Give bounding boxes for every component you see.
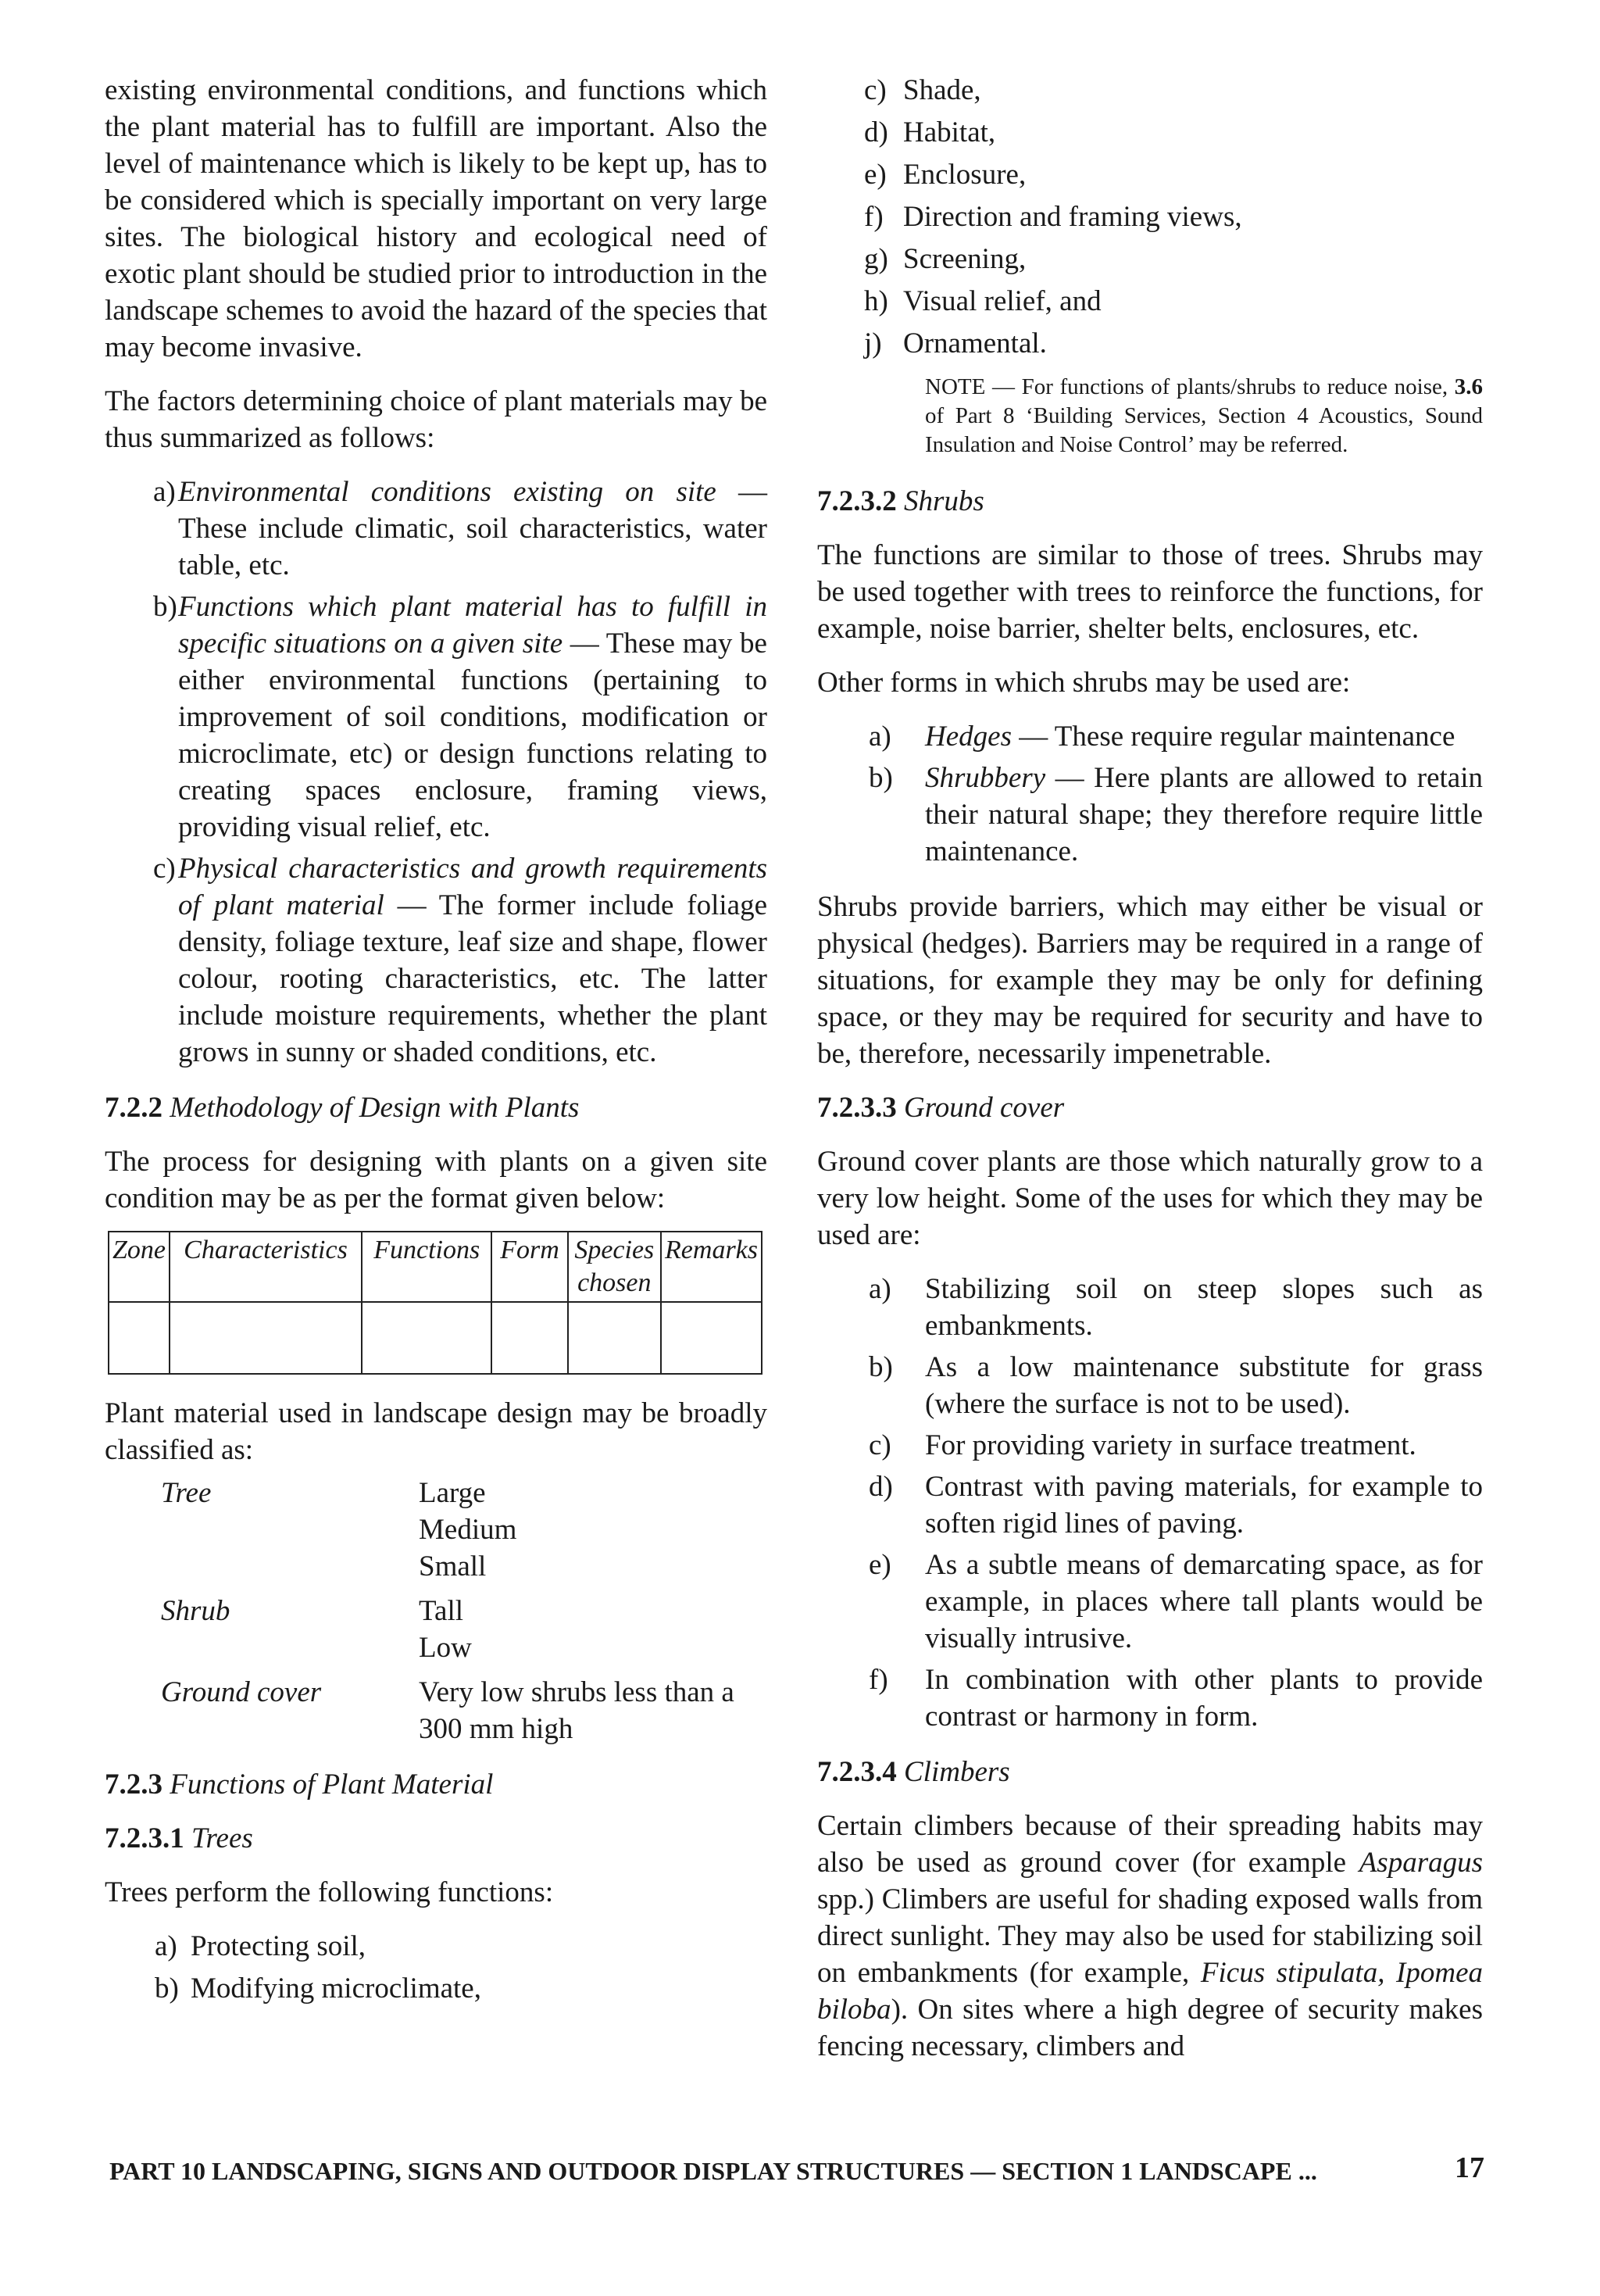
classification-value: Low bbox=[419, 1632, 472, 1664]
ground-cover-paragraph: Ground cover plants are those which naturally grow to a very low height. Some of the uses for which they may be used are: bbox=[817, 1146, 1483, 1251]
section-heading-7-2-3-3 bbox=[817, 1089, 1483, 1126]
list-text: Protecting soil, bbox=[191, 1930, 366, 1962]
list-item bbox=[817, 198, 1483, 235]
list-marker: b) bbox=[155, 1972, 179, 2005]
table-header: Species chosen bbox=[568, 1232, 661, 1302]
shrubs-paragraph: The functions are similar to those of trees. Shrubs may be used together with trees to reinforce the functions, for example, noise barrier, shelter belts, enclosures, etc. bbox=[817, 539, 1483, 645]
factor-text: — The former include foliage density, foliage texture, leaf size and shape, flower colour, rooting characteristics, etc. The latter include moisture requirements, whether the plant grows in sunny or shaded conditions, etc. bbox=[178, 889, 767, 1068]
list-marker: a) bbox=[153, 476, 176, 508]
section-heading-7-2-3-1 bbox=[105, 1820, 767, 1857]
classification-value: Large bbox=[419, 1477, 486, 1509]
list-marker: e) bbox=[864, 159, 887, 191]
section-heading-7-2-3-4 bbox=[817, 1754, 1483, 1790]
list-item bbox=[817, 325, 1483, 362]
list-marker: a) bbox=[869, 721, 891, 753]
classification-value: Very low shrubs less than a 300 mm high bbox=[419, 1676, 734, 1745]
process-paragraph: The process for designing with plants on a given site condition may be as per the format given below: bbox=[105, 1146, 767, 1214]
list-marker: e) bbox=[869, 1549, 891, 1581]
list-marker: a) bbox=[869, 1273, 891, 1305]
list-item bbox=[817, 156, 1483, 193]
list-marker: b) bbox=[869, 1351, 893, 1383]
classification-row bbox=[161, 1593, 767, 1666]
noise-note bbox=[925, 373, 1483, 460]
page-number: 17 bbox=[1455, 2151, 1484, 2184]
list-marker: d) bbox=[869, 1471, 893, 1503]
section-heading-7-2-3 bbox=[105, 1766, 767, 1803]
table-cell bbox=[362, 1302, 491, 1374]
list-item bbox=[105, 588, 767, 846]
list-item bbox=[105, 474, 767, 584]
page-footer bbox=[109, 2151, 1484, 2196]
list-item bbox=[817, 1271, 1483, 1344]
intro-paragraph: existing environmental conditions, and functions which the plant material has to fulfill are important. Also the level of maintenance which is likely to be kept up, has to be considered which is specially important on very large sites. The biological history and ecological need of exotic plant should be studied prior to introduction in the landscape schemes to avoid the hazard of the species that may become invasive. bbox=[105, 74, 767, 363]
list-item bbox=[817, 241, 1483, 277]
section-title: Shrubs bbox=[904, 485, 984, 517]
list-text: In combination with other plants to provide contrast or harmony in form. bbox=[925, 1664, 1483, 1733]
list-text: For providing variety in surface treatment. bbox=[925, 1429, 1416, 1461]
section-number: 7.2.3.4 bbox=[817, 1756, 897, 1788]
factor-title: Environmental conditions existing on site bbox=[178, 476, 716, 508]
plant-classification bbox=[161, 1475, 767, 1747]
list-text: Screening, bbox=[903, 243, 1027, 275]
footer-title: PART 10 LANDSCAPING, SIGNS AND OUTDOOR DISPLAY STRUCTURES — SECTION 1 LANDSCAPE ... bbox=[109, 2157, 1317, 2185]
list-item bbox=[105, 850, 767, 1071]
table-cell bbox=[109, 1302, 170, 1374]
tree-functions-list-continued bbox=[817, 72, 1483, 362]
shrub-forms-intro: Other forms in which shrubs may be used are: bbox=[817, 667, 1351, 699]
table-header: Characteristics bbox=[170, 1232, 362, 1302]
list-marker: j) bbox=[864, 327, 882, 359]
factors-intro: The factors determining choice of plant materials may be thus summarized as follows: bbox=[105, 385, 767, 454]
list-text: Stabilizing soil on steep slopes such as embankments. bbox=[925, 1273, 1483, 1342]
shrub-forms-list bbox=[817, 718, 1483, 870]
list-item bbox=[817, 72, 1483, 109]
form-title: Hedges bbox=[925, 721, 1012, 753]
right-column bbox=[817, 72, 1483, 2065]
list-item bbox=[817, 1349, 1483, 1422]
section-number: 7.2.3.2 bbox=[817, 485, 897, 517]
section-title: Functions of Plant Material bbox=[170, 1768, 494, 1801]
classification-type: Shrub bbox=[161, 1595, 230, 1627]
table-header: Remarks bbox=[661, 1232, 762, 1302]
classification-value: Small bbox=[419, 1550, 487, 1583]
table-cell bbox=[568, 1302, 661, 1374]
table-cell bbox=[491, 1302, 567, 1374]
list-item bbox=[817, 1547, 1483, 1657]
left-column bbox=[105, 72, 767, 2012]
list-text: As a subtle means of demarcating space, as for example, in places where tall plants would be visually intrusive. bbox=[925, 1549, 1483, 1654]
form-title: Shrubbery bbox=[925, 762, 1046, 794]
factors-list bbox=[105, 474, 767, 1071]
list-item bbox=[817, 1468, 1483, 1542]
barriers-paragraph: Shrubs provide barriers, which may either be visual or physical (hedges). Barriers may be required in a range of situations, for example they may be only for defining space, or they may be required for security and have to be, therefore, necessarily impenetrable. bbox=[817, 891, 1483, 1070]
species-name: Asparagus bbox=[1359, 1847, 1483, 1879]
section-title: Methodology of Design with Plants bbox=[170, 1092, 580, 1124]
list-text: As a low maintenance substitute for grass (where the surface is not to be used). bbox=[925, 1351, 1483, 1420]
factor-text: — These may be either environmental functions (pertaining to improvement of soil conditions, modification or microclimate, etc) or design functions relating to creating spaces enclosure, framing views, providing visual relief, etc. bbox=[178, 628, 767, 843]
list-text: Enclosure, bbox=[903, 159, 1027, 191]
form-text: — These require regular maintenance bbox=[1011, 721, 1455, 753]
list-item bbox=[105, 1970, 767, 2007]
list-marker: f) bbox=[869, 1664, 888, 1696]
classification-row bbox=[161, 1674, 767, 1747]
list-marker: b) bbox=[869, 762, 893, 794]
list-marker: h) bbox=[864, 285, 888, 317]
list-text: Contrast with paving materials, for example to soften rigid lines of paving. bbox=[925, 1471, 1483, 1540]
section-number: 7.2.2 bbox=[105, 1092, 162, 1124]
classification-intro: Plant material used in landscape design may be broadly classified as: bbox=[105, 1397, 767, 1466]
list-marker: f) bbox=[864, 201, 884, 233]
note-reference: 3.6 bbox=[1454, 374, 1483, 399]
list-marker: c) bbox=[864, 74, 887, 106]
section-title: Climbers bbox=[904, 1756, 1010, 1788]
section-number: 7.2.3.3 bbox=[817, 1092, 897, 1124]
table-row bbox=[109, 1302, 762, 1374]
list-item bbox=[817, 718, 1483, 755]
list-marker: c) bbox=[869, 1429, 891, 1461]
species-name: Ficus stipulata, Ipomea biloba bbox=[817, 1957, 1483, 2026]
list-text: Visual relief, and bbox=[903, 285, 1102, 317]
factor-title: Physical characteristics and growth requirements of plant material bbox=[178, 853, 767, 921]
ground-cover-uses-list bbox=[817, 1271, 1483, 1735]
classification-type: Ground cover bbox=[161, 1676, 322, 1708]
list-text: Habitat, bbox=[903, 116, 996, 148]
list-text: Modifying microclimate, bbox=[191, 1972, 481, 2005]
list-item bbox=[817, 760, 1483, 870]
note-text: NOTE — For functions of plants/shrubs to reduce noise, bbox=[925, 374, 1455, 399]
section-title: Ground cover bbox=[904, 1092, 1065, 1124]
list-text: Shade, bbox=[903, 74, 981, 106]
list-item bbox=[105, 1928, 767, 1965]
list-text: Direction and framing views, bbox=[903, 201, 1242, 233]
table-cell bbox=[661, 1302, 762, 1374]
list-item bbox=[817, 283, 1483, 320]
table-cell bbox=[170, 1302, 362, 1374]
list-marker: b) bbox=[153, 591, 177, 623]
trees-intro: Trees perform the following functions: bbox=[105, 1876, 554, 1908]
table-header: Zone bbox=[109, 1232, 170, 1302]
list-marker: a) bbox=[155, 1930, 177, 1962]
list-item bbox=[817, 1427, 1483, 1464]
design-format-table bbox=[108, 1231, 762, 1375]
list-marker: c) bbox=[153, 853, 176, 885]
factor-title: Functions which plant material has to fulfill in specific situations on a given site bbox=[178, 591, 767, 660]
form-text: — Here plants are allowed to retain their natural shape; they therefore require little maintenance. bbox=[925, 762, 1483, 867]
factor-text: — These include climatic, soil characteristics, water table, etc. bbox=[178, 476, 768, 581]
table-header: Form bbox=[491, 1232, 567, 1302]
list-marker: d) bbox=[864, 116, 888, 148]
section-heading-7-2-2 bbox=[105, 1089, 767, 1126]
classification-value: Medium bbox=[419, 1514, 517, 1546]
note-text: of Part 8 ‘Building Services, Section 4 Acoustics, Sound Insulation and Noise Control’ may be referred. bbox=[925, 403, 1483, 457]
tree-functions-list bbox=[105, 1928, 767, 2007]
list-item bbox=[817, 114, 1483, 151]
list-marker: g) bbox=[864, 243, 888, 275]
classification-type: Tree bbox=[161, 1477, 212, 1509]
table-header: Functions bbox=[362, 1232, 491, 1302]
classification-value: Tall bbox=[419, 1595, 463, 1627]
list-text: Ornamental. bbox=[903, 327, 1047, 359]
climbers-paragraph: Certain climbers because of their spreading habits may also be used as ground cover (for example Asparagus spp.) Climbers are useful for shading exposed walls from direct sunlight. They may also be used for stabilizing soil on embankments (for example, Ficus stipulata, Ipomea biloba). On sites where a high degree of security makes fencing necessary, climbers and bbox=[817, 1810, 1483, 2062]
section-title: Trees bbox=[191, 1822, 253, 1854]
section-number: 7.2.3.1 bbox=[105, 1822, 184, 1854]
section-heading-7-2-3-2 bbox=[817, 483, 1483, 520]
list-item bbox=[817, 1661, 1483, 1735]
section-number: 7.2.3 bbox=[105, 1768, 162, 1801]
table-header-row bbox=[109, 1232, 762, 1302]
classification-row bbox=[161, 1475, 767, 1585]
